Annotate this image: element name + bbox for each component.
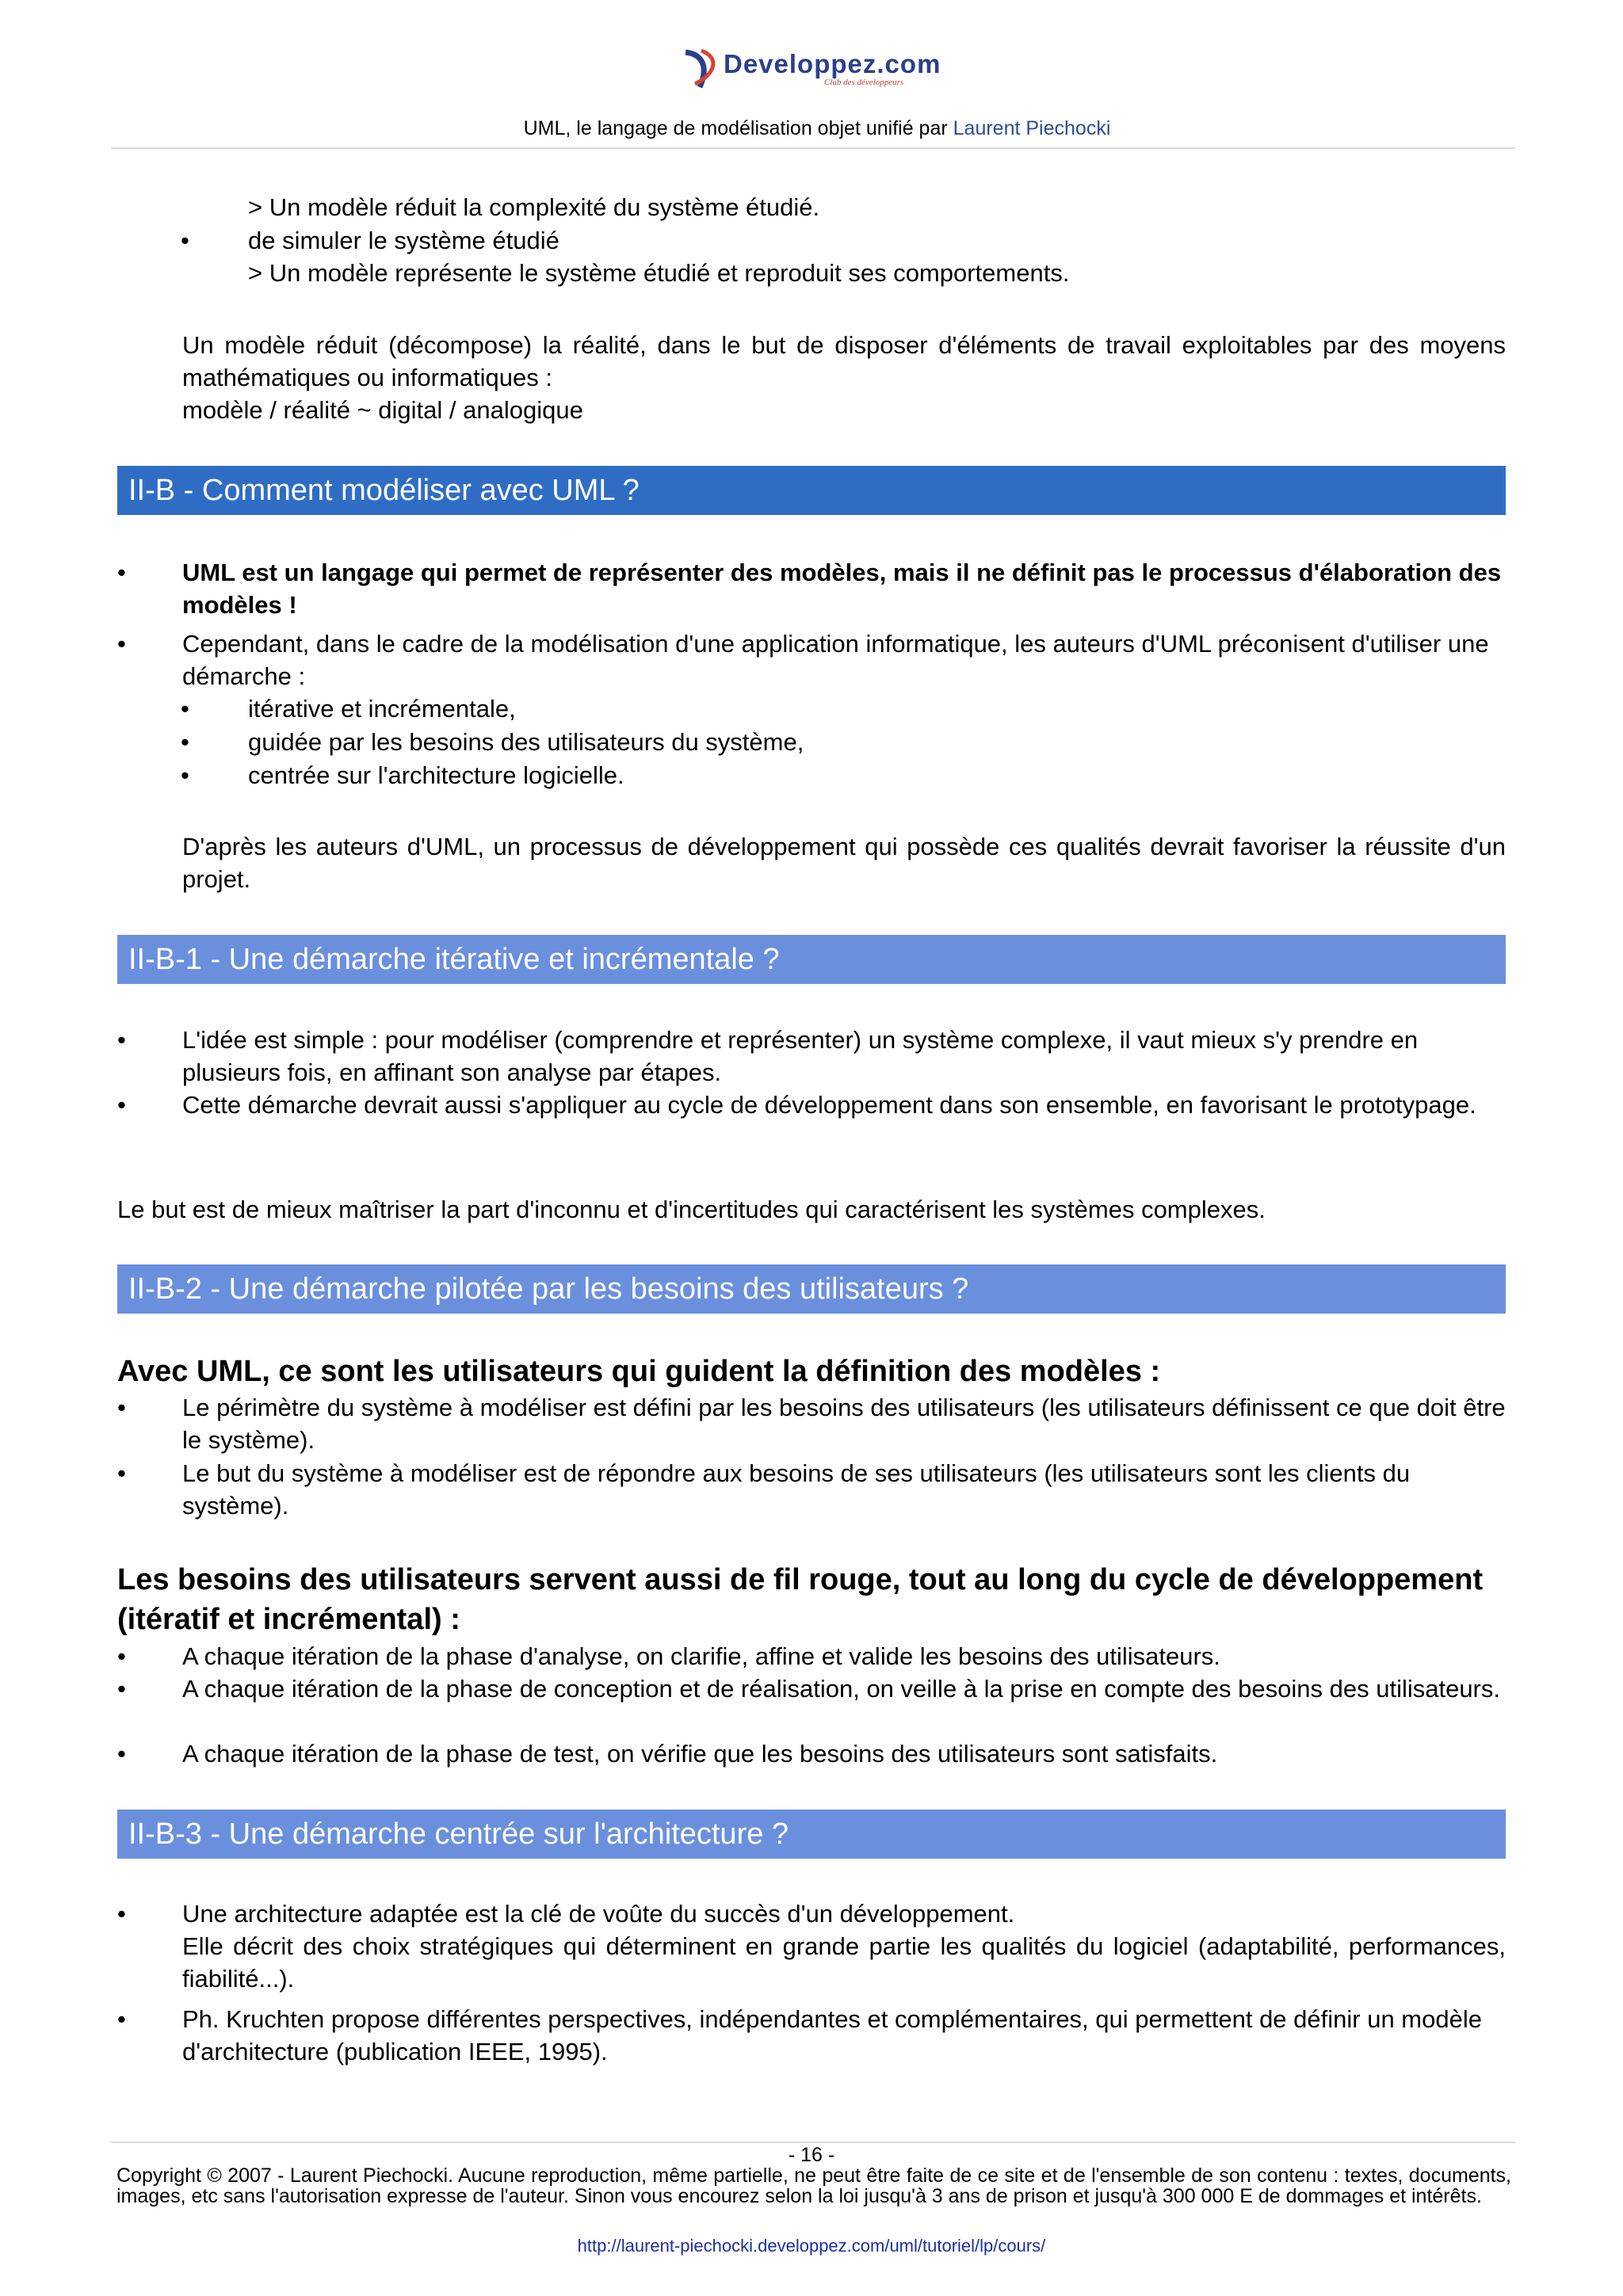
bullet-icon: • <box>117 1642 126 1670</box>
section-heading-ii-b-1: II-B-1 - Une démarche itérative et incrémentale ? <box>117 935 1506 984</box>
ii-b-2-bullet-2: Le but du système à modéliser est de répondre aux besoins de ses utilisateurs (les utilisateurs sont les clients du système). <box>182 1459 1411 1520</box>
footer-divider <box>111 2142 1515 2143</box>
intro-line-1: > Un modèle réduit la complexité du système étudié. <box>248 193 820 221</box>
ii-b-bullet-2: Cependant, dans le cadre de la modélisation d'une application informatique, les auteurs d'UML préconisent d'utiliser une démarche : <box>182 630 1489 690</box>
section-heading-ii-b-2: II-B-2 - Une démarche pilotée par les besoins des utilisateurs ? <box>117 1264 1506 1314</box>
logo-text: Developpez.com <box>724 49 941 78</box>
logo-swoosh-icon <box>678 46 725 93</box>
author-link[interactable]: Laurent Piechocki <box>953 117 1111 139</box>
ii-b-2-bullet-5: A chaque itération de la phase de test, on vérifie que les besoins des utilisateurs sont satisfaits. <box>182 1740 1218 1768</box>
bullet-icon: • <box>117 1091 126 1119</box>
bullet-icon: • <box>117 1740 126 1768</box>
bullet-icon: • <box>117 1459 126 1487</box>
bullet-icon: • <box>117 1026 126 1054</box>
bullet-icon: • <box>181 227 189 254</box>
bullet-icon: • <box>117 1675 126 1703</box>
page-number: - 16 - <box>788 2144 835 2166</box>
ii-b-bullet-1: UML est un langage qui permet de représenter des modèles, mais il ne définit pas le processus d'élaboration des modèles ! <box>182 559 1502 619</box>
ii-b-2-bullet-3: A chaque itération de la phase d'analyse, on clarifie, affine et valide les besoins des utilisateurs. <box>182 1642 1220 1670</box>
footer-url-link[interactable]: http://laurent-piechocki.developpez.com/uml/tutoriel/lp/cours/ <box>577 2236 1046 2256</box>
copyright-notice: Copyright © 2007 - Laurent Piechocki. Aucune reproduction, même partielle, ne peut être faite de ce site et de l'ensemble de son contenu : textes, documents, images, etc sans l'autorisation expresse de l'auteur. Sinon vous encourez selon la loi jusqu'à 3 ans de prison et jusqu'à 300 000 E de dommages et intérêts. <box>116 2164 1511 2207</box>
ii-b-3-bullet-1-line-2: Elle décrit des choix stratégiques qui déterminent en grande partie les qualités du logiciel (adaptabilité, performances, fiabilité...). <box>182 1932 1506 1993</box>
intro-paragraph-line: modèle / réalité ~ digital / analogique <box>182 396 583 424</box>
intro-line-3: > Un modèle représente le système étudié et reproduit ses comportements. <box>248 259 1070 287</box>
bullet-icon: • <box>117 559 126 586</box>
ii-b-1-bullet-1: L'idée est simple : pour modéliser (comprendre et représenter) un système complexe, il vaut mieux s'y prendre en plusieurs fois, en affinant son analyse par étapes. <box>182 1026 1419 1086</box>
ii-b-3-bullet-1-line-1: Une architecture adaptée est la clé de voûte du succès d'un développement. <box>182 1900 1015 1928</box>
bullet-icon: • <box>181 728 189 756</box>
developpez-logo[interactable] <box>678 46 941 93</box>
header-divider <box>111 147 1515 149</box>
ii-b-sub-3: centrée sur l'architecture logicielle. <box>248 761 624 789</box>
section-heading-ii-b: II-B - Comment modéliser avec UML ? <box>117 466 1506 515</box>
intro-paragraph: Un modèle réduit (décompose) la réalité, dans le but de disposer d'éléments de travail exploitables par des moyens mathématiques ou informatiques : <box>182 331 1506 391</box>
bullet-icon: • <box>181 761 189 789</box>
bullet-icon: • <box>181 695 189 723</box>
ii-b-2-subheading-2: Les besoins des utilisateurs servent aussi de fil rouge, tout au long du cycle de développement (itératif et incrémental) : <box>117 1563 1484 1636</box>
bullet-icon: • <box>117 1394 126 1421</box>
ii-b-sub-1: itérative et incrémentale, <box>248 695 516 723</box>
ii-b-2-subheading-1: Avec UML, ce sont les utilisateurs qui guident la définition des modèles : <box>117 1355 1161 1388</box>
document-header <box>115 117 1519 140</box>
ii-b-1-paragraph: Le but est de mieux maîtriser la part d'inconnu et d'incertitudes qui caractérisent les systèmes complexes. <box>117 1196 1266 1223</box>
bullet-icon: • <box>117 2005 126 2033</box>
ii-b-3-bullet-2: Ph. Kruchten propose différentes perspectives, indépendantes et complémentaires, qui permettent de définir un modèle d'architecture (publication IEEE, 1995). <box>182 2005 1482 2065</box>
logo-subtitle: Club des développeurs <box>824 78 904 87</box>
ii-b-2-bullet-1: Le périmètre du système à modéliser est défini par les besoins des utilisateurs (les utilisateurs définissent ce que doit être le système). <box>182 1394 1506 1454</box>
ii-b-sub-2: guidée par les besoins des utilisateurs du système, <box>248 728 804 756</box>
ii-b-1-bullet-2: Cette démarche devrait aussi s'appliquer au cycle de développement dans son ensemble, en favorisant le prototypage. <box>182 1091 1476 1119</box>
bullet-icon: • <box>117 1900 126 1928</box>
ii-b-paragraph: D'après les auteurs d'UML, un processus de développement qui possède ces qualités devrait favoriser la réussite d'un projet. <box>182 833 1506 893</box>
intro-bullet-simulate: de simuler le système étudié <box>248 227 559 254</box>
ii-b-2-bullet-4: A chaque itération de la phase de conception et de réalisation, on veille à la prise en compte des besoins des utilisateurs. <box>182 1675 1500 1703</box>
bullet-icon: • <box>117 630 126 658</box>
section-heading-ii-b-3: II-B-3 - Une démarche centrée sur l'architecture ? <box>117 1810 1506 1859</box>
header-title: UML, le langage de modélisation objet unifié par <box>523 117 953 139</box>
